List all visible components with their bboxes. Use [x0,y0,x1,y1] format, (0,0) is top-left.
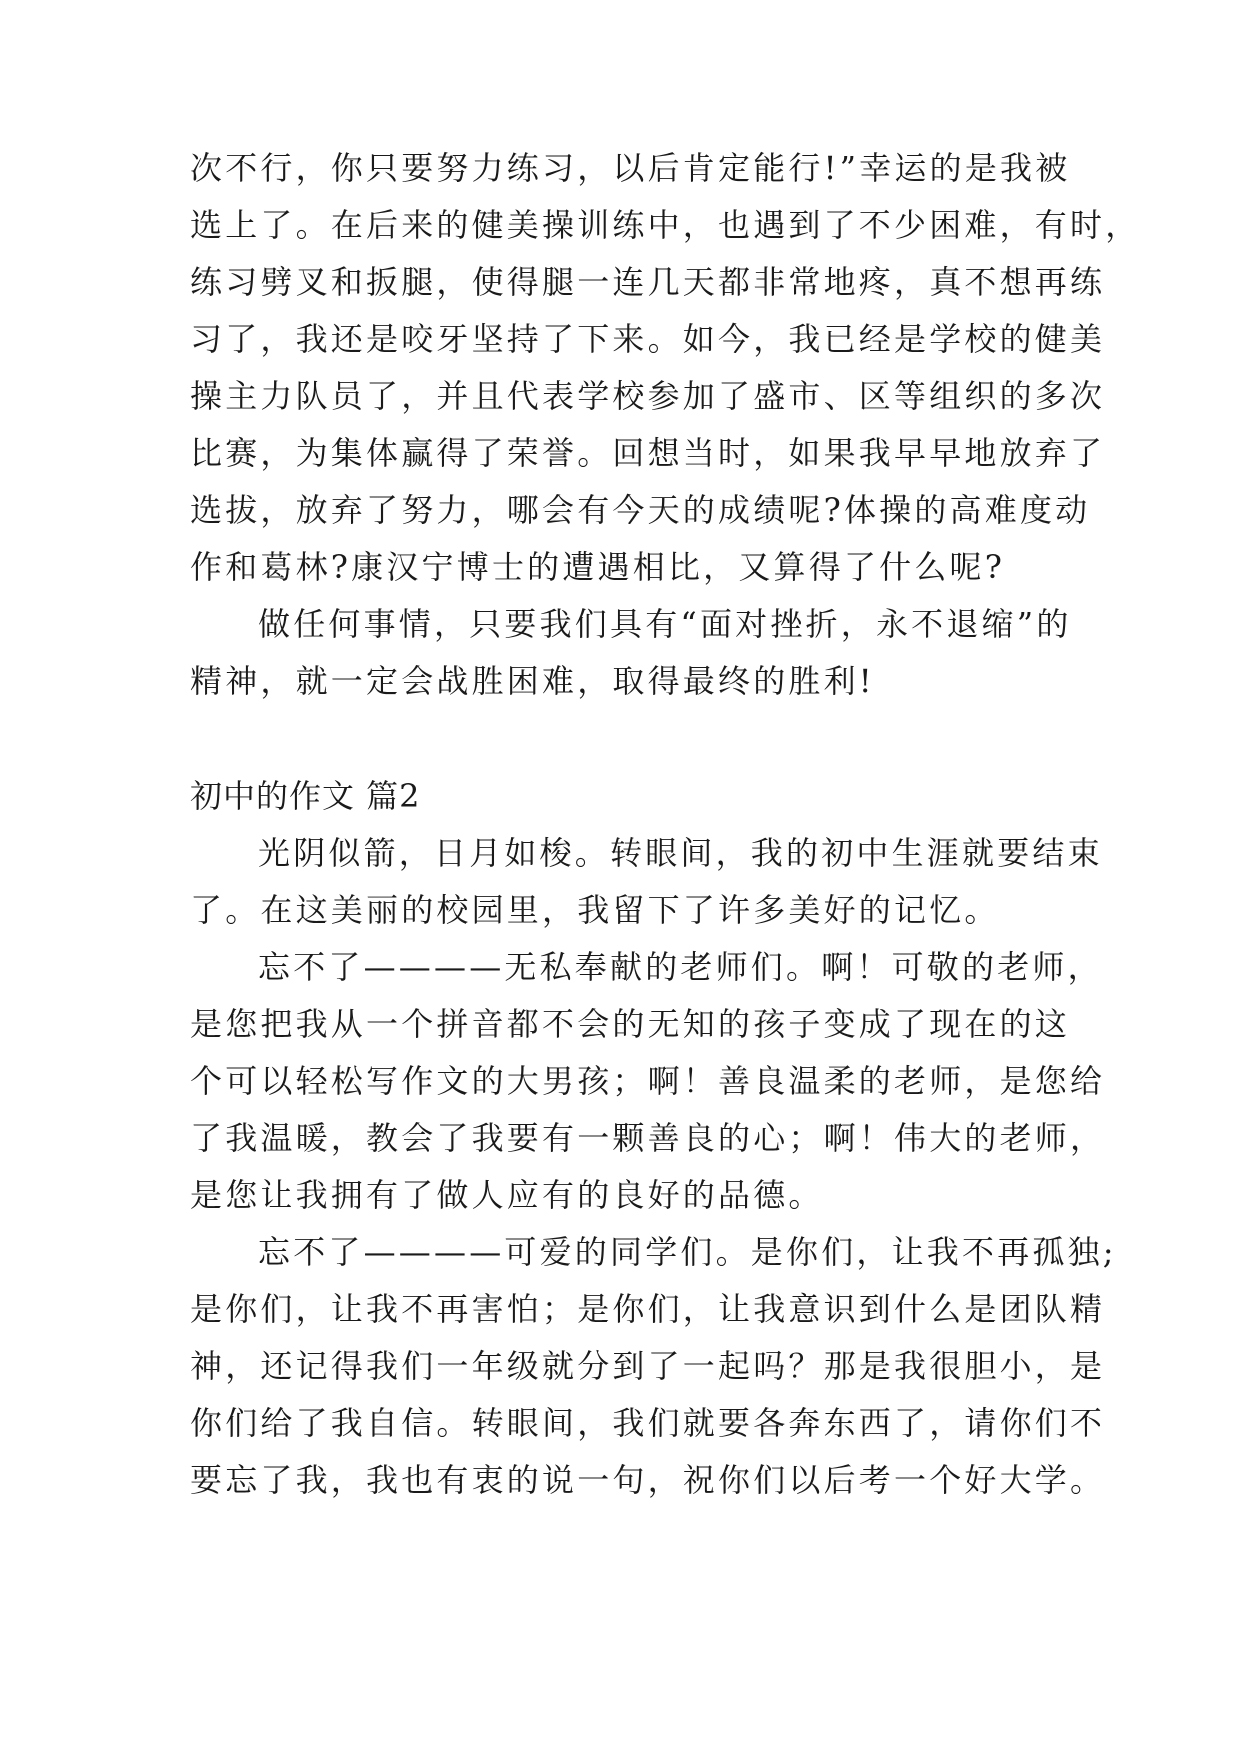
text-line: 作和葛林?康汉宁博士的遭遇相比，又算得了什么呢? [190,548,1006,586]
text-line: 比赛，为集体赢得了荣誉。回想当时，如果我早早地放弃了 [190,434,1106,472]
text-line: 选拔，放弃了努力，哪会有今天的成绩呢?体操的高难度动 [190,491,1091,529]
text-line: 精神，就一定会战胜困难，取得最终的胜利! [190,662,875,700]
text-line: 做任何事情，只要我们具有“面对挫折，永不退缩”的 [258,605,1072,643]
text-line: 是您把我从一个拼音都不会的无知的孩子变成了现在的这 [190,1005,1071,1043]
text-line: 忘不了————可爱的同学们。是你们，让我不再孤独; [258,1233,1117,1271]
text-line: 次不行，你只要努力练习，以后肯定能行!”幸运的是我被 [190,149,1071,187]
section-heading: 初中的作文 篇2 [190,777,421,815]
text-line: 要忘了我，我也有衷的说一句，祝你们以后考一个好大学。 [190,1461,1106,1499]
text-line: 练习劈叉和扳腿，使得腿一连几天都非常地疼，真不想再练 [190,263,1106,301]
text-line: 操主力队员了，并且代表学校参加了盛市、区等组织的多次 [190,377,1106,415]
text-line: 选上了。在后来的健美操训练中，也遇到了不少困难，有时， [190,206,1141,244]
text-line: 光阴似箭，日月如梭。转眼间，我的初中生涯就要结束 [258,834,1103,872]
text-line: 个可以轻松写作文的大男孩；啊！善良温柔的老师，是您给 [190,1062,1106,1100]
text-line: 了我温暖，教会了我要有一颗善良的心；啊！伟大的老师， [190,1119,1106,1157]
text-line: 是您让我拥有了做人应有的良好的品德。 [190,1176,824,1214]
text-line: 忘不了————无私奉献的老师们。啊！可敬的老师， [258,948,1103,986]
text-line: 神，还记得我们一年级就分到了一起吗？那是我很胆小，是 [190,1347,1106,1385]
text-line: 了。在这美丽的校园里，我留下了许多美好的记忆。 [190,891,1000,929]
text-line: 是你们，让我不再害怕；是你们，让我意识到什么是团队精 [190,1290,1106,1328]
text-line: 你们给了我自信。转眼间，我们就要各奔东西了，请你们不 [190,1404,1106,1442]
text-line: 习了，我还是咬牙坚持了下来。如今，我已经是学校的健美 [190,320,1106,358]
